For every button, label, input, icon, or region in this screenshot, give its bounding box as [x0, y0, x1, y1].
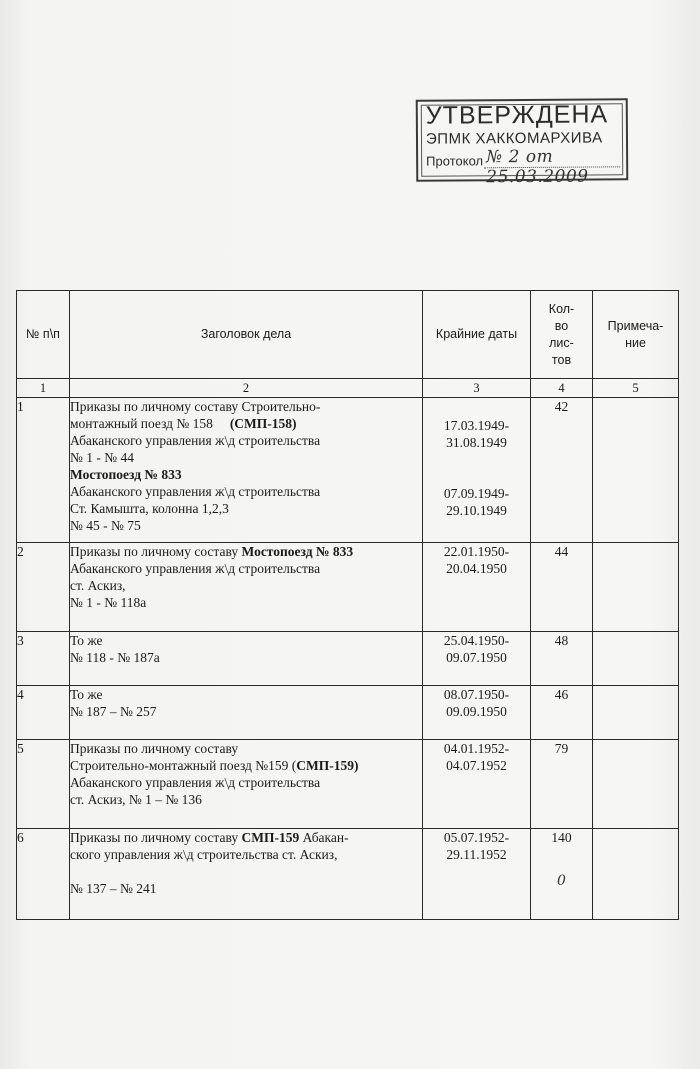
title-line-text: Приказы по личному составу [70, 544, 239, 559]
title-line [70, 415, 422, 432]
column-number-row [17, 379, 679, 398]
date-end: 04.07.1952 [446, 758, 507, 773]
date-end: 31.08.1949 [446, 435, 507, 450]
date-start: 17.03.1949- [443, 418, 510, 433]
col-number: 3 [423, 379, 531, 398]
row-title [70, 398, 423, 543]
date-start: 22.01.1950- [443, 544, 510, 559]
table-row [17, 686, 679, 740]
row-title [70, 686, 423, 740]
date-start: 07.09.1949- [443, 486, 510, 501]
title-line: Приказы по личному составу Строительно- [70, 399, 321, 414]
col-number: 1 [17, 379, 70, 398]
handwritten-correction: 0 [557, 873, 566, 889]
row-sheets: 46 [531, 686, 593, 740]
date-start: 25.04.1950- [443, 633, 510, 648]
row-number: 2 [17, 543, 70, 632]
title-line-bold: (СМП-158) [229, 416, 297, 431]
title-line-text: Строительно-монтажный поезд №159 ( [70, 758, 297, 773]
row-note [593, 686, 679, 740]
row-note [593, 632, 679, 686]
row-number: 6 [17, 829, 70, 920]
approval-stamp [416, 98, 629, 188]
row-number: 3 [17, 632, 70, 686]
table-row [17, 398, 679, 543]
row-number: 5 [17, 740, 70, 829]
col-number: 2 [70, 379, 423, 398]
date-end: 20.04.1950 [446, 561, 507, 576]
col-number: 4 [531, 379, 593, 398]
row-note [593, 740, 679, 829]
header-sheets-line: Кол- [548, 301, 575, 316]
header-row [17, 291, 679, 379]
date-end: 09.09.1950 [446, 704, 507, 719]
stamp-protocol-label: Протокол [426, 153, 484, 169]
header-num: № п\п [17, 291, 70, 379]
row-title [70, 740, 423, 829]
table-row [17, 829, 679, 920]
header-sheets-line: лис- [549, 335, 574, 350]
registry-table [16, 290, 679, 920]
row-dates [423, 740, 531, 829]
header-dates: Крайние даты [423, 291, 531, 379]
title-line [70, 543, 422, 560]
row-number: 1 [17, 398, 70, 543]
row-sheets-value: 140 [551, 830, 572, 845]
title-line: № 1 - № 44 [70, 450, 135, 465]
table-row [17, 632, 679, 686]
table-row [17, 543, 679, 632]
row-sheets [531, 829, 593, 920]
header-note-line: Примеча- [607, 318, 664, 333]
row-dates [423, 686, 531, 740]
title-line-text: Абакан- [299, 830, 349, 845]
title-line-text: монтажный поезд № 158 [70, 416, 213, 431]
date-start: 04.01.1952- [443, 741, 510, 756]
row-title [70, 632, 423, 686]
date-end: 09.07.1950 [446, 650, 507, 665]
title-line [70, 829, 422, 846]
stamp-organization: ЭПМК ХАККОМАРХИВА [425, 129, 603, 148]
table-row [17, 740, 679, 829]
title-line: № 118 - № 187а [70, 650, 160, 665]
title-line: ст. Аскиз, № 1 – № 136 [70, 792, 202, 807]
date-start: 05.07.1952- [443, 830, 510, 845]
title-line-bold: Мостопоезд № 833 [70, 467, 182, 482]
title-line [70, 757, 422, 774]
header-sheets-line: тов [551, 352, 572, 367]
title-line: Абаканского управления ж\д строительства [70, 561, 321, 576]
title-line: № 137 – № 241 [70, 881, 157, 896]
row-title [70, 543, 423, 632]
row-dates [423, 398, 531, 543]
title-line: Абаканского управления ж\д строительства [70, 775, 321, 790]
row-number: 4 [17, 686, 70, 740]
title-line-text: Приказы по личному составу [70, 830, 239, 845]
date-end: 29.10.1949 [446, 503, 507, 518]
header-title: Заголовок дела [70, 291, 423, 379]
title-line: № 45 - № 75 [70, 518, 141, 533]
header-sheets-line: во [554, 318, 569, 333]
header-note-line: ние [625, 335, 646, 350]
col-number: 5 [593, 379, 679, 398]
title-line: Приказы по личному составу [70, 741, 239, 756]
title-line: Абаканского управления ж\д строительства [70, 433, 321, 448]
row-title [70, 829, 423, 920]
row-dates [423, 632, 531, 686]
row-sheets: 42 [531, 398, 593, 543]
title-line: ст. Аскиз, [70, 578, 126, 593]
stamp-protocol-handwritten: № 2 от 25.03.2009 [486, 146, 589, 188]
title-line: Абаканского управления ж\д строительства [70, 484, 321, 499]
row-sheets: 79 [531, 740, 593, 829]
title-line: № 187 – № 257 [70, 704, 157, 719]
row-dates [423, 543, 531, 632]
title-line-bold: СМП-159 [241, 830, 300, 845]
title-line: ского управления ж\д строительства ст. Аскиз, [70, 847, 338, 862]
title-line: То же [70, 687, 103, 702]
row-sheets: 48 [531, 632, 593, 686]
header-note [593, 291, 679, 379]
title-line-bold: СМП-159) [296, 758, 359, 773]
row-note [593, 398, 679, 543]
row-sheets: 44 [531, 543, 593, 632]
date-start: 08.07.1950- [443, 687, 510, 702]
date-end: 29.11.1952 [446, 847, 507, 862]
stamp-title: УТВЕРЖДЕНА [425, 100, 609, 130]
row-note [593, 543, 679, 632]
title-line: № 1 - № 118а [70, 595, 147, 610]
header-sheets [531, 291, 593, 379]
title-line-bold: Мостопоезд № 833 [241, 544, 354, 559]
title-line: Ст. Камышта, колонна 1,2,3 [70, 501, 229, 516]
row-note [593, 829, 679, 920]
row-dates [423, 829, 531, 920]
title-line: То же [70, 633, 103, 648]
